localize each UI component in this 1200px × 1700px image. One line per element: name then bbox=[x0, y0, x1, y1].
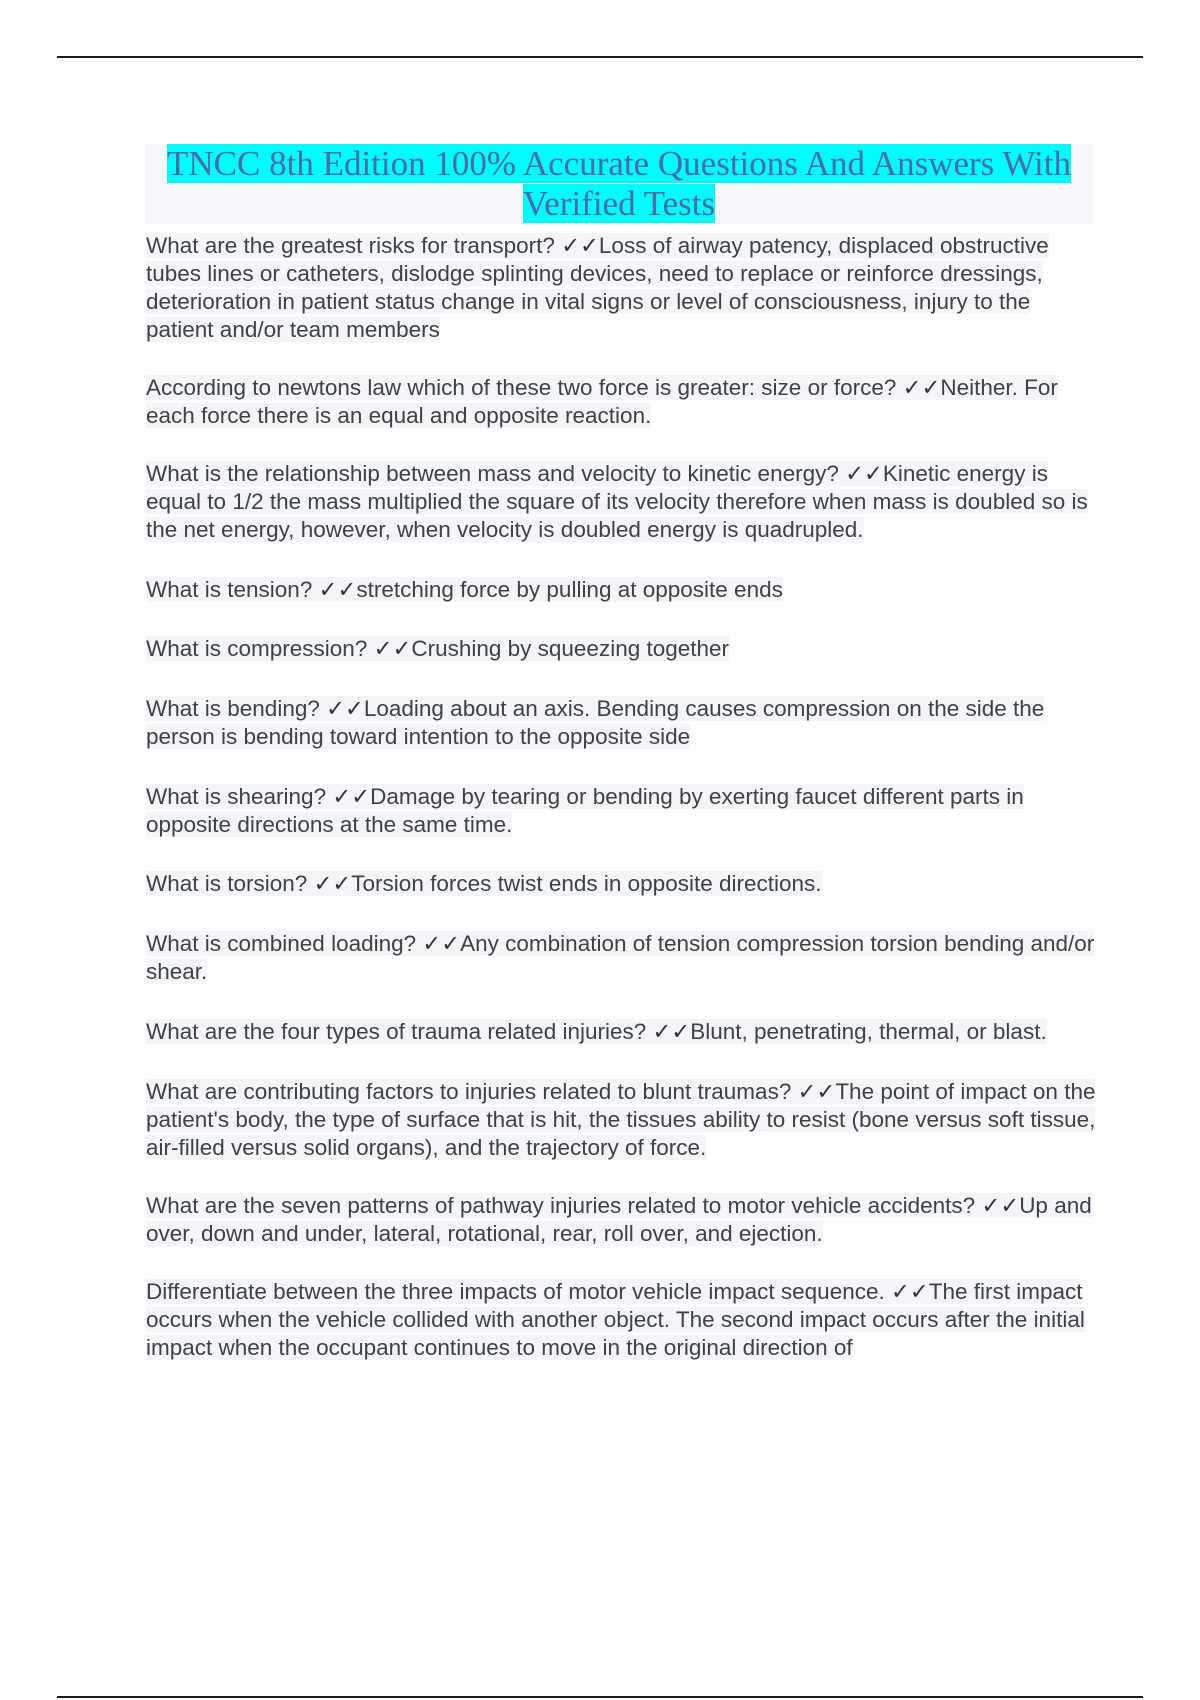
check-icon: ✓✓ bbox=[652, 1019, 691, 1044]
check-icon: ✓✓ bbox=[561, 233, 599, 258]
qa-item bbox=[146, 930, 1096, 986]
document-title-text: TNCC 8th Edition 100% Accurate Questions And Answers With Verified Tests bbox=[167, 144, 1071, 223]
check-icon: ✓✓ bbox=[318, 577, 357, 602]
qa-question: According to newtons law which of these two force is greater: size or force? bbox=[146, 375, 897, 400]
document-title bbox=[145, 144, 1093, 224]
qa-item bbox=[146, 374, 1096, 430]
qa-item bbox=[146, 460, 1096, 544]
qa-item bbox=[146, 1078, 1096, 1162]
check-icon: ✓✓ bbox=[891, 1279, 929, 1304]
check-icon: ✓✓ bbox=[332, 784, 371, 809]
qa-question: What is combined loading? bbox=[146, 931, 417, 956]
qa-item bbox=[146, 576, 1096, 604]
qa-question: What is compression? bbox=[146, 636, 368, 661]
qa-answer: Any combination of tension compression torsion bending and/or shear. bbox=[146, 931, 1095, 984]
qa-answer: Neither. For each force there is an equal and opposite reaction. bbox=[146, 375, 1058, 428]
check-icon: ✓✓ bbox=[981, 1193, 1020, 1218]
qa-answer: Blunt, penetrating, thermal, or blast. bbox=[690, 1019, 1047, 1044]
qa-answer: Damage by tearing or bending by exerting faucet different parts in opposite directions at the same time. bbox=[146, 784, 1024, 837]
check-icon: ✓✓ bbox=[422, 931, 461, 956]
check-icon: ✓✓ bbox=[313, 871, 352, 896]
check-icon: ✓✓ bbox=[326, 696, 364, 721]
qa-answer: Loading about an axis. Bending causes compression on the side the person is bending toward intention to the opposite side bbox=[146, 696, 1045, 749]
qa-question: What is the relationship between mass and velocity to kinetic energy? bbox=[146, 461, 839, 486]
qa-question: What are contributing factors to injuries related to blunt traumas? bbox=[146, 1079, 792, 1104]
qa-answer: The first impact occurs when the vehicle collided with another object. The second impact occurs after the initial impact when the occupant continues to move in the original direction of bbox=[146, 1279, 1085, 1360]
qa-item bbox=[146, 695, 1096, 751]
qa-answer: Loss of airway patency, displaced obstructive tubes lines or catheters, dislodge splinting devices, need to replace or reinforce dressings, deterioration in patient status change in vital signs or level of consciousness, injury to the patient and/or team members bbox=[146, 233, 1049, 342]
qa-answer: The point of impact on the patient's body, the type of surface that is hit, the tissues ability to resist (bone versus soft tissue, air-filled versus solid organs), and the trajectory of force. bbox=[146, 1079, 1096, 1160]
qa-question: What are the four types of trauma related injuries? bbox=[146, 1019, 647, 1044]
qa-item bbox=[146, 1018, 1096, 1046]
check-icon: ✓✓ bbox=[797, 1079, 836, 1104]
bottom-rule bbox=[57, 1696, 1143, 1698]
qa-answer: Torsion forces twist ends in opposite directions. bbox=[351, 871, 822, 896]
qa-item bbox=[146, 635, 1096, 663]
check-icon: ✓✓ bbox=[902, 375, 941, 400]
qa-question: What is bending? bbox=[146, 696, 320, 721]
qa-item bbox=[146, 783, 1096, 839]
qa-question: Differentiate between the three impacts of motor vehicle impact sequence. bbox=[146, 1279, 885, 1304]
qa-question: What is torsion? bbox=[146, 871, 308, 896]
qa-answer: stretching force by pulling at opposite ends bbox=[356, 577, 783, 602]
qa-item bbox=[146, 1192, 1096, 1248]
qa-item bbox=[146, 1278, 1096, 1362]
check-icon: ✓✓ bbox=[845, 461, 883, 486]
top-rule bbox=[57, 56, 1143, 58]
qa-answer: Crushing by squeezing together bbox=[411, 636, 730, 661]
check-icon: ✓✓ bbox=[373, 636, 412, 661]
qa-question: What are the greatest risks for transport? bbox=[146, 233, 555, 258]
qa-question: What are the seven patterns of pathway injuries related to motor vehicle accidents? bbox=[146, 1193, 976, 1218]
qa-item bbox=[146, 870, 1096, 898]
qa-answer: Up and over, down and under, lateral, rotational, rear, roll over, and ejection. bbox=[146, 1193, 1092, 1246]
qa-question: What is shearing? bbox=[146, 784, 327, 809]
qa-list bbox=[146, 232, 1096, 1362]
qa-question: What is tension? bbox=[146, 577, 313, 602]
qa-item bbox=[146, 232, 1096, 344]
qa-answer: Kinetic energy is equal to 1/2 the mass multiplied the square of its velocity therefore when mass is doubled so is the net energy, however, when velocity is doubled energy is quadrupled. bbox=[146, 461, 1088, 542]
